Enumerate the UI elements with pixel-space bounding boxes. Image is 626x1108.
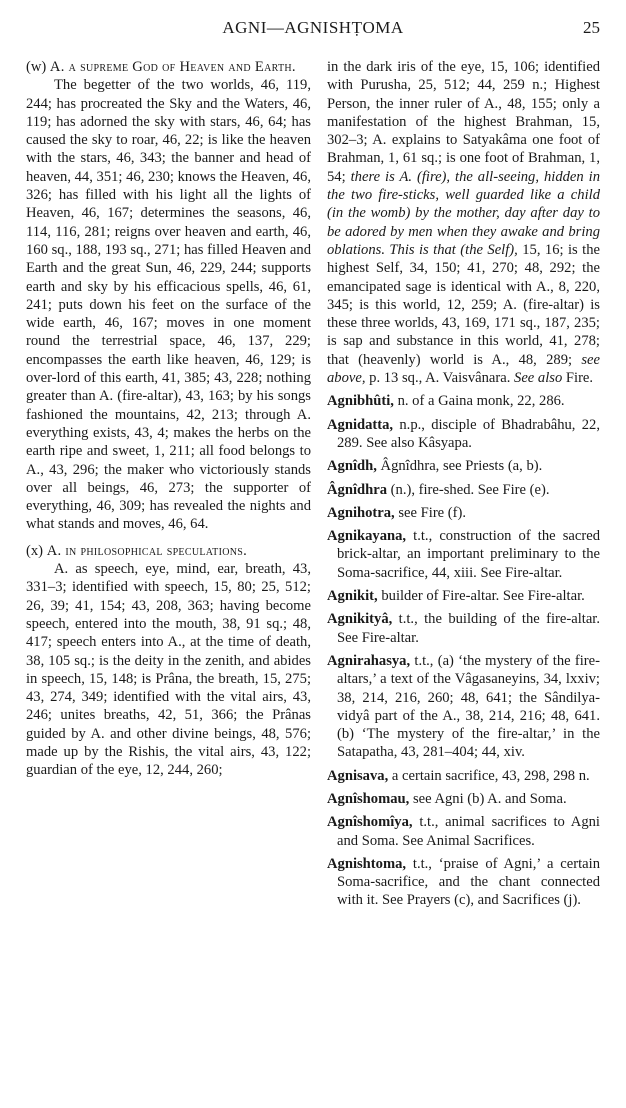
continuation-text-c: p. 13 sq., A. Vaisvânara. [369,370,511,387]
entry-text: see Agni (b) A. and Soma. [412,790,567,807]
index-entry [327,392,600,410]
entry-headword: Agnîshomau, [327,790,410,807]
index-entry [327,790,600,808]
entry-text: t.t., ‘praise of Agni,’ a certain Soma-sacrifice, and the chant connected with it. See Prayers (c), and Sacrifices (j). [337,855,600,909]
index-entry [327,457,600,475]
entry-text: t.t., animal sacrifices to Agni and Soma. See Animal Sacrifices. [337,814,600,849]
section-x-label: (x) [26,542,44,559]
section-x-heading [26,542,311,560]
section-x-body: A. as speech, eye, mind, ear, breath, 43, 331–3; identified with speech, 15, 80; 25, 512; 26, 39; 41, 154; 43, 208, 363; having become speech, entered into the mouth, 38, 91 sq.; 48, 417; speech enters into A., at the time of death, 38, 105 sq.; is the deity in the zenith, and abides in speech, 15, 148; is Prâna, the breath, 15, 275; 43, 274, 349; identified with the vital airs, 43, 246; unites breaths, 42, 51, 366; the Prânas guided by A. and other divine beings, 48, 576; made up by the Rishis, the vital airs, 43, 122; guardian of the eye, 12, 244, 260; [26,561,311,779]
entry-list [327,392,600,909]
index-entry [327,767,600,785]
entry-headword: Agnikit, [327,588,378,605]
continuation-quote: there is A. (fire), the all-seeing, hidden in the two fire-sticks, well guarded like a child (in the womb) by the mother, day after day to be adored by men when they awake and bring oblations. This is that (the Self), [327,168,600,258]
entry-text: see Fire (f). [398,504,467,521]
entry-headword: Agnihotra, [327,504,395,521]
page-title: AGNI—AGNISHṬOMA [222,18,404,37]
entry-headword: Agnidatta, [327,416,394,433]
section-w-title: A. a supreme God of Heaven and Earth. [49,59,296,75]
index-entry [327,527,600,582]
entry-headword: Agnîshomîya, [327,814,413,831]
continuation-paragraph [327,58,600,387]
section-w-heading [26,58,311,76]
left-column [26,58,311,780]
entry-text: a certain sacrifice, 43, 298, 298 n. [391,767,590,784]
entry-text: t.t., construction of the sacred brick-altar, an important preliminary to the Soma-sacrifice, 44, xiii. See Fire-altar. [337,528,600,581]
entry-headword: Agnisava, [327,767,389,784]
entry-headword: Agnîdh, [327,458,377,475]
index-entry [327,652,600,762]
index-entry [327,855,600,910]
continuation-text-a: in the dark iris of the eye, 15, 106; identified with Purusha, 25, 512; 44, 259 n.; Highest Person, the inner ruler of A., 48, 155; only a manifestation of the highest Brahman, 15, 302–3; A. explains to Satyakâma one foot of Brahman, 1, 61 sq.; is one foot of Brahman, 1, 54; [327,59,600,185]
entry-headword: Âgnîdhra [327,481,388,498]
entry-headword: Agnikityâ, [327,611,393,628]
index-entry [327,481,600,499]
section-w-label: (w) [26,59,47,75]
entry-text: Âgnîdhra, see Priests (a, b). [380,458,543,475]
index-entry [327,504,600,522]
index-entry [327,587,600,605]
entry-headword: Agnikayana, [327,528,407,545]
entry-headword: Agnirahasya, [327,652,411,669]
entry-text: t.t., the building of the fire-altar. See Fire-altar. [337,611,600,646]
continuation-text-b: 15, 16; is the highest Self, 34, 150; 41, 270; 48, 292; the emancipated sage is identical with A., 8, 220, 345; is this world, 12, 259; A. (fire-altar) is these three worlds, 43, 169, 171 sq., 187, 235; is sap and substance in this world, 41, 278; that (heavenly) world is A., 48, 289; [327,241,600,368]
entry-text: n. of a Gaina monk, 22, 286. [397,393,565,410]
entry-text: t.t., (a) ‘the mystery of the fire-altars,’ a text of the Vâgasaneyins, 34, lxxiv; 38, 214, 216, 260; 48, 641; the Sândilya-vidyâ part of the A., 38, 214, 216; 48, 641. (b) ‘The mystery of the fire-altar,’ in the Satapatha, 43, 281–404; 44, xiv. [337,652,600,761]
page-number: 25 [583,18,600,37]
continuation-text-d: Fire. [565,370,594,387]
continuation-see-above: see above, [327,351,600,387]
entry-headword: Agnibhûti, [327,393,394,410]
index-entry [327,813,600,850]
index-entry [327,416,600,453]
entry-text: n.p., disciple of Bhadrabâhu, 22, 289. See also Kâsyapa. [337,416,600,451]
running-header [0,12,626,42]
section-x-title: A. in philosophical speculations. [46,542,248,559]
index-entry [327,610,600,647]
section-w-body: The begetter of the two worlds, 46, 119, 244; has procreated the Sky and the Waters, 46, 119; has adorned the sky with stars, 46, 64; has caused the sky to roar, 46, 22; is like the heaven with the stars, 46, 343; the banner and head of heaven, 44, 351; 46, 230; knows the Heaven, 46, 326; has filled with his light all the lights of Heaven, 46, 167; determines the seasons, 46, 114, 116, 281; reigns over heaven and earth, 46, 160 sq., 188, 193 sq., 271; has filled Heaven and Earth and the great Sun, 46, 229, 244; supports earth and sky by his efficacious spells, 46, 61, 241; puts down his feet on the surface of the wide earth, 46, 167; moves in one moment round the terrestrial space, 46, 137, 229; encompasses the earth like heaven, 46, 129; is over-lord of this earth, 41, 385; 43, 228; nothing greater than A. (fire-altar), 43, 163; by his songs fashioned the mountains, 42, 213; through A. everything exists, 43, 4; makes the herbs on the earth ripe and sweet, 1, 211; all food belongs to A., 43, 296; the maker who victoriously stands over all beings, 46, 273; the supporter of everything, 46, 309; has revealed the nights and what stands and moves, 46, 64. [26,77,311,533]
entry-headword: Agnishtoma, [327,855,407,872]
continuation-see-also: See also [514,370,563,387]
right-column [327,58,600,910]
entry-text: (n.), fire-shed. See Fire (e). [390,481,550,498]
entry-text: builder of Fire-altar. See Fire-altar. [381,588,585,605]
